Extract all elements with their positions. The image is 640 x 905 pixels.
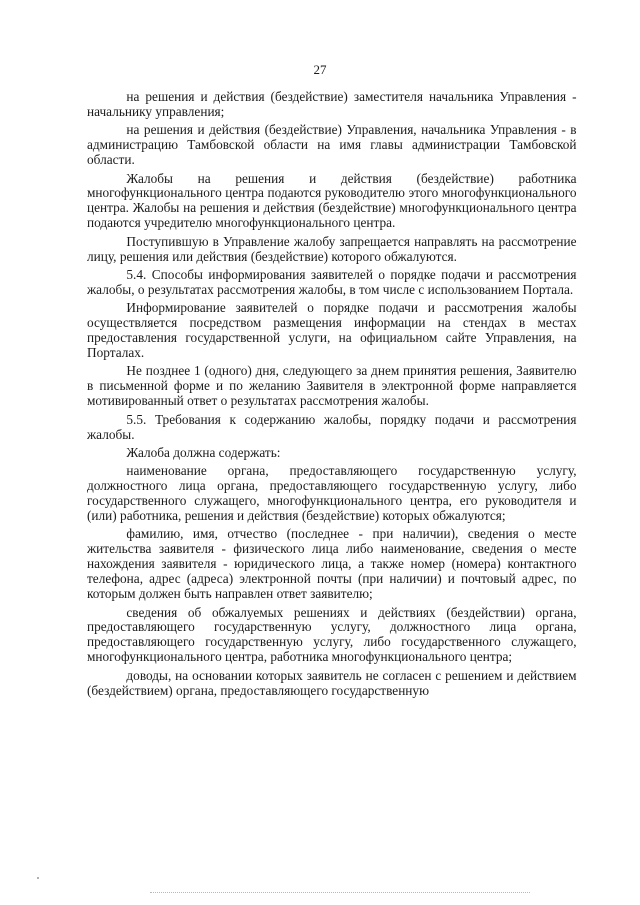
paragraph-applicant-details: фамилию, имя, отчество (последнее - при наличии), сведения о месте жительства заявителя - физического лица либо наименование, сведения о месте нахождения заявителя - юридического лица, а также номер (номера) контактного телефона, адрес (адреса) электронной почты (при наличии) и почтовый адрес, по которым должен быть направлен ответ заявителю; — [87, 526, 577, 602]
paragraph-section-5-5: 5.5. Требования к содержанию жалобы, порядку подачи и рассмотрения жалобы. — [87, 411, 577, 442]
paragraph-informing: Информирование заявителей о порядке подачи и рассмотрения жалобы осуществляется посредством размещения информации на стендах в местах предоставления государственной услуги, на официальном сайте Управления, на Порталах. — [87, 300, 577, 360]
scan-speck — [37, 877, 39, 879]
paragraph-complaint-contents-intro: Жалоба должна содержать: — [126, 444, 281, 460]
page-number: 27 — [313, 62, 327, 77]
paragraph-response-deadline: Не позднее 1 (одного) дня, следующего за днем принятия решения, Заявителю в письменной форме и по желанию Заявителя в электронной форме направляется мотивированный ответ о результатах рассмотрения жалобы. — [87, 363, 577, 409]
paragraph-appealed-decisions: сведения об обжалуемых решениях и действиях (бездействии) органа, предоставляющего государственную услугу, должностного лица органа, предоставляющего государственную услугу, либо государственного служащего, многофункционального центра, работника многофункционального центра; — [87, 604, 577, 665]
scan-footer-marks — [150, 892, 530, 895]
paragraph-section-5-4: 5.4. Способы информирования заявителей о порядке подачи и рассмотрения жалобы, о результатах рассмотрения жалобы, в том числе с использованием Портала. — [87, 266, 577, 297]
paragraph-body-name: наименование органа, предоставляющего государственную услугу, должностного лица органа, предоставляющего государственную услугу, либо государственного служащего, многофункционального центра, его руководителя и (или) работника, решения и действия (бездействие) которых обжалуются; — [87, 463, 577, 524]
paragraph-complaint-administration: на решения и действия (бездействие) Управления, начальника Управления - в администрацию Тамбовской области на имя главы администрации Тамбовской области. — [87, 122, 577, 168]
paragraph-complaint-deputy-head: на решения и действия (бездействие) заместителя начальника Управления - начальнику управления; — [87, 89, 577, 119]
paragraph-forwarding-prohibition: Поступившую в Управление жалобу запрещается направлять на рассмотрение лицу, решения или действия (бездействие) которого обжалуются. — [87, 233, 577, 264]
paragraph-arguments: доводы, на основании которых заявитель не согласен с решением и действием (бездействием) органа, предоставляющего государственную — [87, 667, 577, 698]
document-body — [87, 90, 584, 702]
paragraph-complaint-mfc: Жалобы на решения и действия (бездействие) работника многофункционального центра подаются руководителю этого многофункционального центра. Жалобы на решения и действия (бездействие) многофункционального центра подаются учредителю многофункционального центра. — [87, 170, 577, 231]
